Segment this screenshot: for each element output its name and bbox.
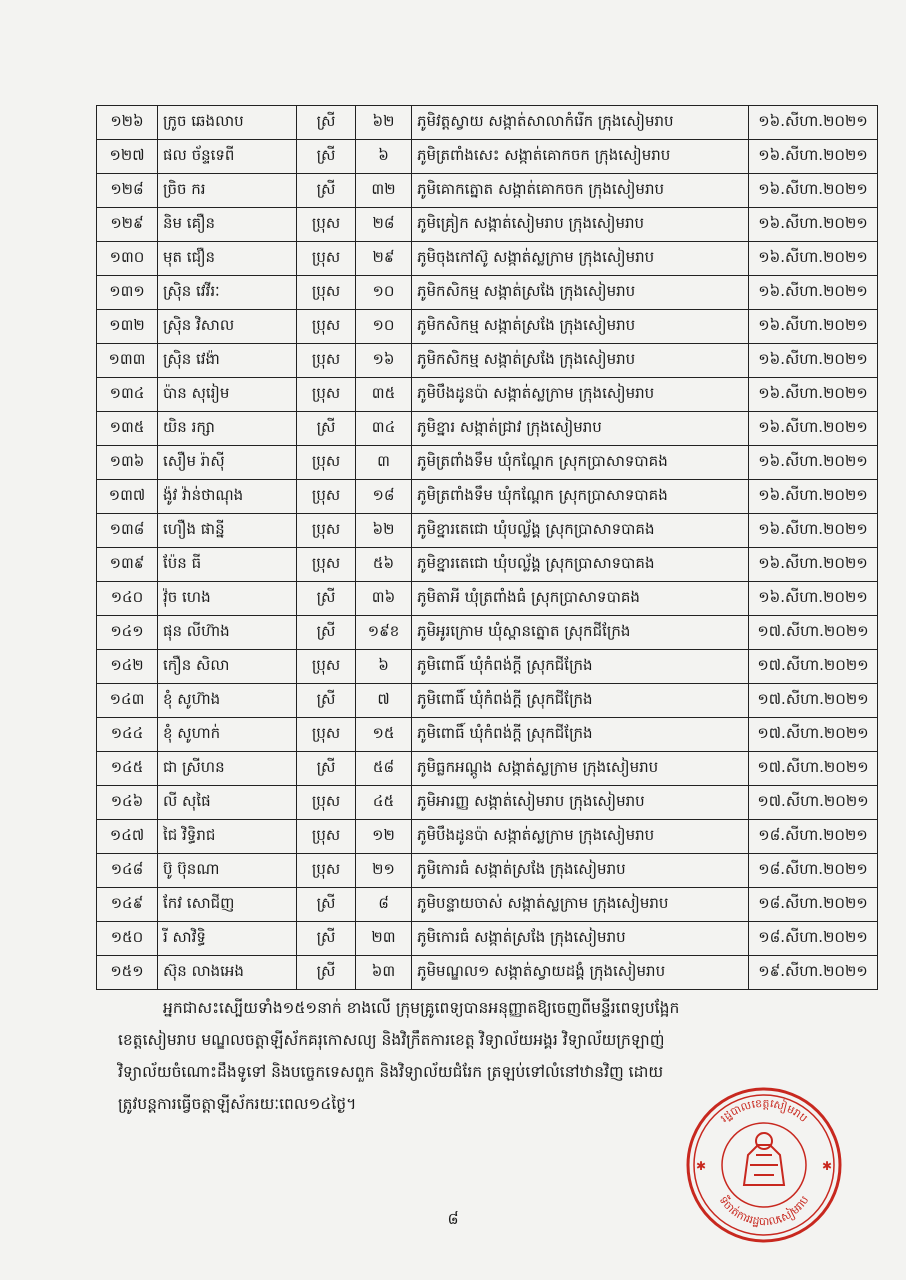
patient-name: ង៉ូវ វ៉ាន់ថាណុង: [158, 480, 297, 514]
row-number: ១៤៨: [97, 854, 158, 888]
patient-address: ភូមិកសិកម្ម សង្កាត់ស្រងែ ក្រុងសៀមរាប: [412, 276, 749, 310]
patient-sex: ប្រុស: [297, 650, 356, 684]
row-number: ១៥១: [97, 956, 158, 990]
table-row: [97, 208, 878, 242]
patient-age: ៦២: [356, 514, 412, 548]
patient-age: ៧: [356, 684, 412, 718]
patient-age: ៦: [356, 140, 412, 174]
patient-age: ១២: [356, 820, 412, 854]
patient-name: ស៊ុន លាងអេង: [158, 956, 297, 990]
patient-address: ភូមិធ្លកអណ្ដូង សង្កាត់ស្លក្រាម ក្រុងសៀមរាប: [412, 752, 749, 786]
patient-age: ១៦: [356, 344, 412, 378]
patient-address: ភូមិចុងកៅស៊ូ សង្កាត់ស្លក្រាម ក្រុងសៀមរាប: [412, 242, 749, 276]
patient-address: ភូមិខ្នារតេជោ ឃុំបល្ល័ង្គ ស្រុកប្រាសាទបាគង: [412, 514, 749, 548]
discharge-date: ១៦.សីហា.២០២១: [749, 140, 878, 174]
discharge-date: ១៦.សីហា.២០២១: [749, 582, 878, 616]
patient-address: ភូមិត្រពាំងទឹម ឃុំកណ្ដែក ស្រុកប្រាសាទបាគង: [412, 480, 749, 514]
table-row: [97, 922, 878, 956]
discharge-date: ១៦.សីហា.២០២១: [749, 106, 878, 140]
patient-name: ខុំ សូហាក់: [158, 718, 297, 752]
row-number: ១៥០: [97, 922, 158, 956]
patient-name: ក្រូច ឆេងលាប: [158, 106, 297, 140]
patient-sex: ប្រុស: [297, 276, 356, 310]
patient-name: កឿន សិលា: [158, 650, 297, 684]
patient-address: ភូមិពោធិ៍ ឃុំកំពង់ក្ដី ស្រុកជីក្រែង: [412, 684, 749, 718]
discharge-date: ១៧.សីហា.២០២១: [749, 650, 878, 684]
row-number: ១៣៩: [97, 548, 158, 582]
discharge-date: ១៦.សីហា.២០២១: [749, 480, 878, 514]
row-number: ១២៦: [97, 106, 158, 140]
svg-text:✱: ✱: [696, 1159, 707, 1173]
patient-age: ៦២: [356, 106, 412, 140]
patient-sex: ស្រី: [297, 174, 356, 208]
patient-age: ៥៨: [356, 752, 412, 786]
patient-age: ៦៣: [356, 956, 412, 990]
patient-age: ១៨: [356, 480, 412, 514]
row-number: ១៣២: [97, 310, 158, 344]
patient-sex: ស្រី: [297, 582, 356, 616]
patient-age: ២១: [356, 854, 412, 888]
patient-name: ជា ស្រីហន: [158, 752, 297, 786]
discharge-date: ១៨.សីហា.២០២១: [749, 888, 878, 922]
note-line: ត្រូវបន្តការធ្វើចត្តាឡីស័ករយៈពេល១៤ថ្ងៃ។: [118, 1095, 357, 1113]
discharge-date: ១៩.សីហា.២០២១: [749, 956, 878, 990]
patient-sex: ប្រុស: [297, 208, 356, 242]
patient-sex: ប្រុស: [297, 446, 356, 480]
patient-name: ជៃ វិទ្ធិរាជ: [158, 820, 297, 854]
table-row: [97, 106, 878, 140]
patient-sex: ប្រុស: [297, 480, 356, 514]
patient-name: មុត ជឿន: [158, 242, 297, 276]
patient-address: ភូមិកសិកម្ម សង្កាត់ស្រងែ ក្រុងសៀមរាប: [412, 310, 749, 344]
table-row: [97, 752, 878, 786]
table-row: [97, 140, 878, 174]
patient-address: ភូមិមណ្ឌល១ សង្កាត់ស្វាយដង្គំ ក្រុងសៀមរាប: [412, 956, 749, 990]
patient-address: ភូមិគោកត្នោត សង្កាត់គោកចក ក្រុងសៀមរាប: [412, 174, 749, 208]
patient-sex: ស្រី: [297, 752, 356, 786]
patient-age: ៣: [356, 446, 412, 480]
patient-age: ៤៥: [356, 786, 412, 820]
row-number: ១៤៤: [97, 718, 158, 752]
patient-age: ១០: [356, 276, 412, 310]
table-row: [97, 242, 878, 276]
discharge-date: ១៦.សីហា.២០២១: [749, 344, 878, 378]
table-row: [97, 854, 878, 888]
row-number: ១៣៧: [97, 480, 158, 514]
discharge-date: ១៦.សីហា.២០២១: [749, 242, 878, 276]
row-number: ១២៨: [97, 174, 158, 208]
patient-age: ៣៥: [356, 378, 412, 412]
row-number: ១២៩: [97, 208, 158, 242]
row-number: ១៣៣: [97, 344, 158, 378]
discharge-date: ១៦.សីហា.២០២១: [749, 310, 878, 344]
table-row: [97, 378, 878, 412]
patient-name: ខុំ សូហ៊ាង: [158, 684, 297, 718]
patient-age: ៣២: [356, 174, 412, 208]
discharge-date: ១៧.សីហា.២០២១: [749, 684, 878, 718]
patient-age: ៨: [356, 888, 412, 922]
seal-upper-text: រដ្ឋបាលខេត្តសៀមរាប: [717, 1096, 811, 1125]
discharge-date: ១៦.សីហា.២០២១: [749, 514, 878, 548]
patient-name: កែវ សោជីញ: [158, 888, 297, 922]
patient-age: ១០: [356, 310, 412, 344]
discharge-date: ១៦.សីហា.២០២១: [749, 412, 878, 446]
patient-sex: ស្រី: [297, 922, 356, 956]
svg-text:រដ្ឋបាលខេត្តសៀមរាប: [718, 1096, 810, 1125]
table-row: [97, 616, 878, 650]
patient-name: ស្រ៊ិន វិសាល: [158, 310, 297, 344]
patient-sex: ប្រុស: [297, 310, 356, 344]
patient-name: សឿម រ៉ាស៊ី: [158, 446, 297, 480]
recovered-patients-table: [96, 105, 878, 990]
table-row: [97, 276, 878, 310]
patient-age: ១៩ខ: [356, 616, 412, 650]
patient-age: ៣៦: [356, 582, 412, 616]
table-row: [97, 820, 878, 854]
row-number: ១៣១: [97, 276, 158, 310]
discharge-date: ១៨.សីហា.២០២១: [749, 922, 878, 956]
patient-sex: ស្រី: [297, 140, 356, 174]
row-number: ១៤៧: [97, 820, 158, 854]
seal-lower-text: ទីចាត់ការរដ្ឋបាលសៀមរាប: [716, 1193, 812, 1229]
patient-name: ផល ច័ន្ទទេពី: [158, 140, 297, 174]
table-row: [97, 310, 878, 344]
patient-address: ភូមិកសិកម្ម សង្កាត់ស្រងែ ក្រុងសៀមរាប: [412, 344, 749, 378]
table-row: [97, 718, 878, 752]
table-row: [97, 582, 878, 616]
row-number: ១៣៥: [97, 412, 158, 446]
table-row: [97, 888, 878, 922]
patient-sex: ស្រី: [297, 888, 356, 922]
patient-name: ស្រ៊ិន វេង៉ា: [158, 344, 297, 378]
table-row: [97, 446, 878, 480]
patient-name: ប៉ាន សុរៀម: [158, 378, 297, 412]
patient-sex: ប្រុស: [297, 378, 356, 412]
patient-sex: ស្រី: [297, 956, 356, 990]
table-row: [97, 548, 878, 582]
note-line: វិទ្យាល័យចំណោះដឹងទូទៅ និងបច្ចេកទេសពួក និងវិទ្យាល័យជំរែក ត្រឡប់ទៅលំនៅឋានវិញ ដោយ: [118, 1063, 664, 1081]
discharge-date: ១៧.សីហា.២០២១: [749, 616, 878, 650]
row-number: ១៣០: [97, 242, 158, 276]
table-body: [97, 106, 878, 990]
table-row: [97, 514, 878, 548]
patient-name: ប៊ូ ប៊ុនណា: [158, 854, 297, 888]
patient-name: វ៉ុច ហេង: [158, 582, 297, 616]
table-row: [97, 480, 878, 514]
patient-name: លី សុផៃ: [158, 786, 297, 820]
patient-sex: ប្រុស: [297, 242, 356, 276]
patient-address: ភូមិវត្តស្វាយ សង្កាត់សាលាកំរើក ក្រុងសៀមរាប: [412, 106, 749, 140]
patient-sex: ស្រី: [297, 412, 356, 446]
row-number: ១៤៥: [97, 752, 158, 786]
patient-age: ១៥: [356, 718, 412, 752]
patient-address: ភូមិខ្នារតេជោ ឃុំបល្ល័ង្គ ស្រុកប្រាសាទបាគង: [412, 548, 749, 582]
discharge-date: ១៦.សីហា.២០២១: [749, 174, 878, 208]
patient-name: យិន រក្សា: [158, 412, 297, 446]
discharge-date: ១៦.សីហា.២០២១: [749, 378, 878, 412]
table-row: [97, 650, 878, 684]
row-number: ១៤៩: [97, 888, 158, 922]
patient-sex: ប្រុស: [297, 718, 356, 752]
page-number: ៨: [447, 1209, 459, 1228]
table-row: [97, 344, 878, 378]
patient-name: រី សាវិទ្ធិ: [158, 922, 297, 956]
patient-name: ហឿង ផាន្នី: [158, 514, 297, 548]
patient-name: ស្រ៊ិន វេវីរៈ: [158, 276, 297, 310]
patient-name: ផុន លីហ៊ាង: [158, 616, 297, 650]
patient-address: ភូមិខ្នារ សង្កាត់ជ្រាវ ក្រុងសៀមរាប: [412, 412, 749, 446]
patient-age: ២៣: [356, 922, 412, 956]
row-number: ១៣៦: [97, 446, 158, 480]
patient-sex: ស្រី: [297, 616, 356, 650]
patient-sex: ប្រុស: [297, 786, 356, 820]
patient-address: ភូមិពោធិ៍ ឃុំកំពង់ក្ដី ស្រុកជីក្រែង: [412, 650, 749, 684]
patient-address: ភូមិអារញ្ញ សង្កាត់សៀមរាប ក្រុងសៀមរាប: [412, 786, 749, 820]
discharge-date: ១៧.សីហា.២០២១: [749, 786, 878, 820]
discharge-date: ១៧.សីហា.២០២១: [749, 718, 878, 752]
discharge-date: ១៦.សីហា.២០២១: [749, 548, 878, 582]
discharge-date: ១៦.សីហា.២០២១: [749, 446, 878, 480]
row-number: ១៤៣: [97, 684, 158, 718]
patient-address: ភូមិពោធិ៍ ឃុំកំពង់ក្ដី ស្រុកជីក្រែង: [412, 718, 749, 752]
patient-name: និម គឿន: [158, 208, 297, 242]
patient-sex: ស្រី: [297, 684, 356, 718]
patient-name: ច្រិច ករ: [158, 174, 297, 208]
patient-age: ៦: [356, 650, 412, 684]
table-row: [97, 412, 878, 446]
row-number: ១៣៨: [97, 514, 158, 548]
row-number: ១៣៤: [97, 378, 158, 412]
patient-address: ភូមិតាអី ឃុំត្រពាំងធំ ស្រុកប្រាសាទបាគង: [412, 582, 749, 616]
discharge-date: ១៦.សីហា.២០២១: [749, 276, 878, 310]
patient-sex: ប្រុស: [297, 820, 356, 854]
patient-address: ភូមិបន្ទាយចាស់ សង្កាត់ស្លក្រាម ក្រុងសៀមរាប: [412, 888, 749, 922]
row-number: ១៤១: [97, 616, 158, 650]
row-number: ១៤២: [97, 650, 158, 684]
patient-sex: ប្រុស: [297, 854, 356, 888]
table-row: [97, 684, 878, 718]
patient-age: ៥៦: [356, 548, 412, 582]
patient-sex: ស្រី: [297, 106, 356, 140]
discharge-date: ១៦.សីហា.២០២១: [749, 208, 878, 242]
table-row: [97, 174, 878, 208]
patient-sex: ប្រុស: [297, 514, 356, 548]
patient-age: ២៨: [356, 208, 412, 242]
svg-text:✱: ✱: [822, 1159, 833, 1173]
patient-age: ២៩: [356, 242, 412, 276]
row-number: ១២៧: [97, 140, 158, 174]
table-row: [97, 786, 878, 820]
patient-address: ភូមិត្រពាំងទឹម ឃុំកណ្ដែក ស្រុកប្រាសាទបាគង: [412, 446, 749, 480]
patient-address: ភូមិកោរធំ សង្កាត់ស្រងែ ក្រុងសៀមរាប: [412, 922, 749, 956]
discharge-date: ១៨.សីហា.២០២១: [749, 854, 878, 888]
patient-sex: ប្រុស: [297, 344, 356, 378]
patient-address: ភូមិបឹងដូនប៉ា សង្កាត់ស្លក្រាម ក្រុងសៀមរាប: [412, 820, 749, 854]
row-number: ១៤០: [97, 582, 158, 616]
discharge-date: ១៧.សីហា.២០២១: [749, 752, 878, 786]
patient-address: ភូមិត្រពាំងសេះ សង្កាត់គោកចក ក្រុងសៀមរាប: [412, 140, 749, 174]
discharge-date: ១៨.សីហា.២០២១: [749, 820, 878, 854]
patient-address: ភូមិអូរក្រោម ឃុំស្ពានត្នោត ស្រុកជីក្រែង: [412, 616, 749, 650]
row-number: ១៤៦: [97, 786, 158, 820]
patient-name: ប៉ែន ធី: [158, 548, 297, 582]
patient-address: ភូមិកោរធំ សង្កាត់ស្រងែ ក្រុងសៀមរាប: [412, 854, 749, 888]
patient-age: ៣៤: [356, 412, 412, 446]
note-line: ខេត្តសៀមរាប មណ្ឌលចត្តាឡីស័កគរុកោសល្យ និងវិក្រឹតការខេត្ត វិទ្យាល័យអង្គរ វិទ្យាល័យក្រឡាញ់: [118, 1031, 665, 1049]
table-row: [97, 956, 878, 990]
patient-address: ភូមិគ្រៀក សង្កាត់សៀមរាប ក្រុងសៀមរាប: [412, 208, 749, 242]
patient-address: ភូមិបឹងដូនប៉ា សង្កាត់ស្លក្រាម ក្រុងសៀមរាប: [412, 378, 749, 412]
patient-sex: ប្រុស: [297, 548, 356, 582]
note-line: អ្នកជាសះស្បើយទាំង១៥១នាក់ ខាងលើ ក្រុមគ្រូពេទ្យបានអនុញ្ញាតឱ្យចេញពីមន្ទីរពេទ្យបង្អែក: [163, 999, 680, 1017]
